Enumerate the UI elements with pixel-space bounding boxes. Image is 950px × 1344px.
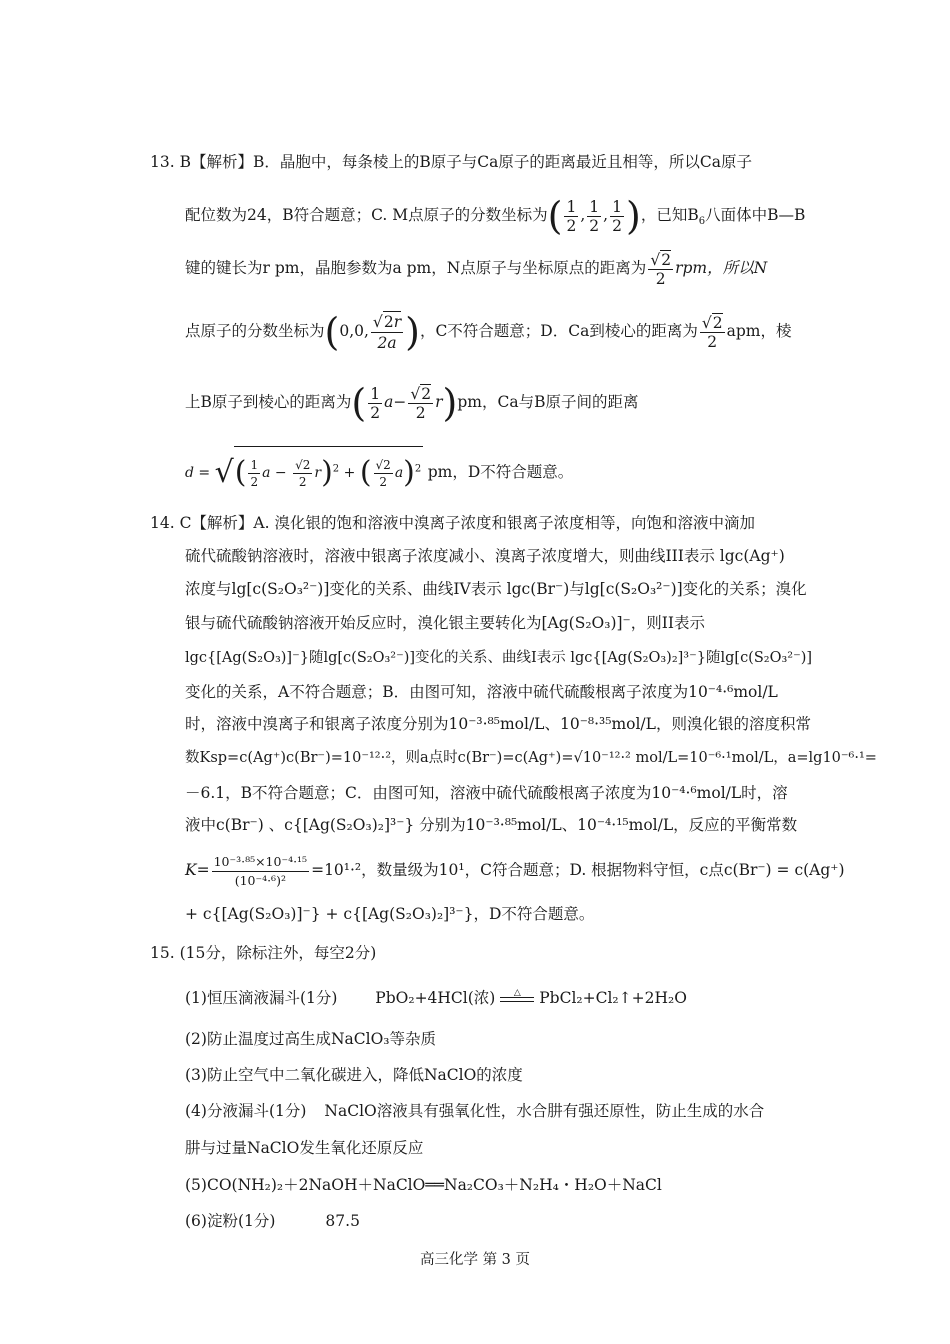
q14-line-2: 硫代硫酸钠溶液时，溶液中银离子浓度减小、溴离子浓度增大，则曲线III表示 lgc(Ag⁺) [185, 547, 785, 565]
q14-line-1: 14. C【解析】A. 溴化银的饱和溶液中溴离子浓度和银离子浓度相等，向饱和溶液中滴加 [150, 514, 755, 532]
q14-line-8: 数Ksp=c(Ag⁺)c(Br⁻)=10⁻¹²·²，则a点时c(Br⁻)=c(Ag⁺)=√10⁻¹²·² mol/L=10⁻⁶·¹mol/L，a=lg10⁻⁶·¹= [185, 750, 877, 766]
q14-line-10: 液中c(Br⁻) 、c{[Ag(S₂O₃)₂]³⁻} 分别为10⁻³·⁸⁵mol/L、10⁻⁴·¹⁵mol/L，反应的平衡常数 [185, 816, 798, 834]
q14-line-11: K= $\frac{\text{10⁻³·⁸⁵×10⁻⁴·¹⁵}}{\text{(10⁻⁴·⁶)²}}$ =10¹·²，数量级为10¹，C符合题意；D. 根据物料守恒，c点c(Br⁻) = c(Ag⁺) [185, 853, 845, 888]
q14-line-4: 银与硫代硫酸钠溶液开始反应时，溴化银主要转化为[Ag(S₂O₃)]⁻，则II表示 [185, 614, 705, 632]
q14-line-7: 时，溶液中溴离子和银离子浓度分别为10⁻³·⁸⁵mol/L、10⁻⁸·³⁵mol/L，则溴化银的溶度积常 [185, 715, 811, 733]
equilibrium-arrow: △ [500, 997, 534, 1002]
q14-line-6: 变化的关系，A不符合题意；B．由图可知，溶液中硫代硫酸根离子浓度为10⁻⁴·⁶mol/L [185, 683, 778, 701]
q13-line-1: 13. B【解析】B．晶胞中，每条棱上的B原子与Ca原子的距离最近且相等，所以Ca原子 [150, 153, 752, 171]
q14-line-12: + c{[Ag(S₂O₃)]⁻} + c{[Ag(S₂O₃)₂]³⁻}，D不符合题意。 [185, 905, 595, 923]
q14-line-5: lgc{[Ag(S₂O₃)]⁻}随lg[c(S₂O₃²⁻)]变化的关系、曲线I表示 lgc{[Ag(S₂O₃)₂]³⁻}随lg[c(S₂O₃²⁻)] [185, 650, 813, 666]
q15-heading: 15. (15分，除标注外，每空2分) [150, 944, 377, 962]
page-footer: 高三化学 第 3 页 [419, 1252, 531, 1268]
q15-answer-2: (2)防止温度过高生成NaClO₃等杂质 [185, 1030, 436, 1048]
q15-answer-3: (3)防止空气中二氧化碳进入，降低NaClO的浓度 [185, 1066, 523, 1084]
q15-answer-4-cont: 肼与过量NaClO发生氧化还原反应 [185, 1139, 424, 1157]
q14-line-9: －6.1，B不符合题意；C．由图可知，溶液中硫代硫酸根离子浓度为10⁻⁴·⁶mol/L时，溶 [185, 784, 788, 802]
q15-answer-6: (6)淀粉(1分) 87.5 [185, 1212, 360, 1230]
q13-line-2: 配位数为24，B符合题意；C. M点原子的分数坐标为( $\frac{1}{2}$ , $\frac{1}{2}$ , $\frac{1}{2}$ )，已知$B_6$八面体中B—B [185, 194, 806, 238]
q14-line-3: 浓度与lg[c(S₂O₃²⁻)]变化的关系、曲线IV表示 lgc(Br⁻)与lg[c(S₂O₃²⁻)]变化的关系；溴化 [185, 580, 807, 598]
q15-answer-5: (5)CO(NH₂)₂＋2NaOH＋NaClO══Na₂CO₃＋N₂H₄・H₂O＋NaCl [185, 1176, 662, 1194]
q13-line-6: d = √( $\frac{1}{2}$ a − $\frac{√2}{2}$ r)$^2$ + ( $\frac{√2}{2}$ a)$^2$ pm，D不符合题意。 [185, 446, 573, 498]
q13-line-3: 键的键长为r pm，晶胞参数为a pm，N点原子与坐标原点的距离为 $\frac{√2}{2}$ rpm，所以N [185, 251, 768, 288]
q13-line-4: 点原子的分数坐标为(0,0, $\frac{√2r}{2a}$ )，C不符合题意；D．Ca到棱心的距离为 $\frac{√2}{2}$ apm，棱 [185, 310, 792, 354]
q15-answer-4: (4)分液漏斗(1分) NaClO溶液具有强氧化性，水合肼有强还原性，防止生成的水合 [185, 1102, 765, 1120]
q15-answer-1: (1)恒压滴液漏斗(1分) PbO₂+4HCl(浓) △ PbCl₂+Cl₂↑+2H₂O [185, 987, 687, 1007]
q13-line-5: 上B原子到棱心的距离为( $\frac{1}{2}$ a− $\frac{√2}{2}$ r)pm，Ca与B原子间的距离 [185, 381, 639, 425]
